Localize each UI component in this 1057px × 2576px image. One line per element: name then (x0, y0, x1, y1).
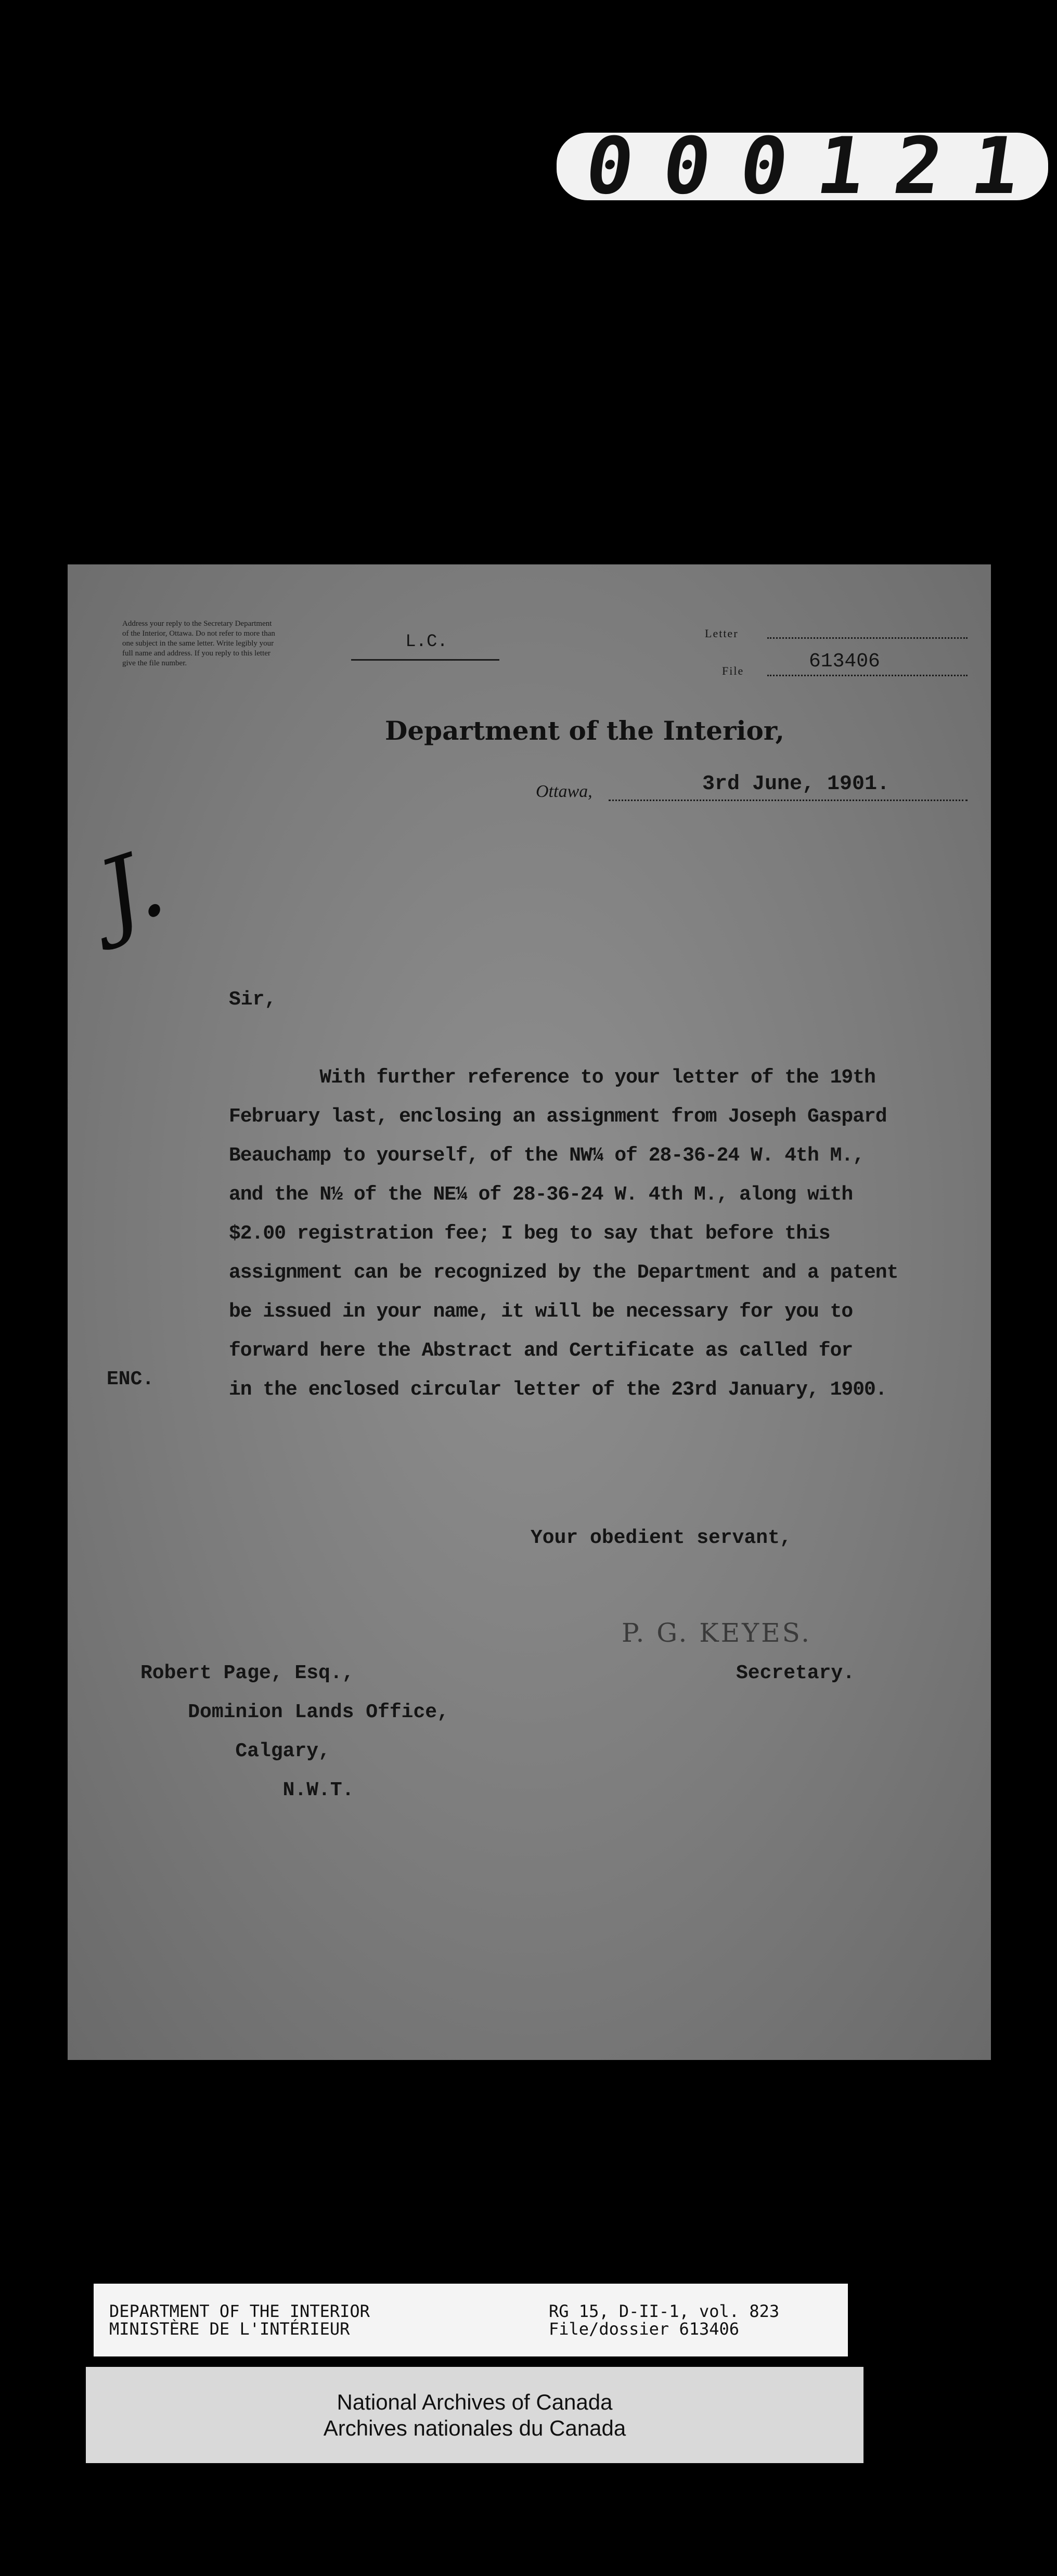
archives-name-fr: Archives nationales du Canada (323, 2415, 626, 2440)
frame-number-text: 000121 (579, 121, 1055, 212)
reference-line-1: RG 15, D-II-1, vol. 823 (549, 2301, 780, 2321)
file-label: File (722, 664, 744, 677)
place-label: Ottawa, (536, 782, 592, 801)
reference-line-2: File/dossier 613406 (549, 2319, 740, 2339)
body-line: be issued in your name, it will be necessary for you to (229, 1300, 853, 1323)
file-number: 613406 (809, 650, 880, 673)
body-line: $2.00 registration fee; I beg to say that before this (229, 1222, 830, 1245)
body-line: assignment can be recognized by the Department and a patent (229, 1261, 898, 1284)
letter-dotted-line (767, 637, 968, 639)
letter-label: Letter (705, 627, 739, 640)
body-line: forward here the Abstract and Certificate as called for (229, 1339, 853, 1362)
signature-title: Secretary. (736, 1662, 855, 1684)
frame-number-label (557, 121, 1055, 212)
letter-page (68, 564, 991, 2060)
letter-date: 3rd June, 1901. (702, 772, 890, 796)
body-line: and the N½ of the NE¼ of 28-36-24 W. 4th M., along with (229, 1183, 853, 1206)
salutation: Sir, (229, 988, 277, 1011)
archives-label (86, 2367, 863, 2463)
address-line: N.W.T. (140, 1779, 354, 1801)
archives-name-en: National Archives of Canada (337, 2389, 613, 2414)
body-line: With further reference to your letter of the 19th (229, 1066, 875, 1089)
signature-stamp: P. G. KEYES. (622, 1618, 811, 1648)
address-line: Calgary, (140, 1740, 330, 1762)
branch-reference-underline (351, 659, 499, 661)
address-line: Dominion Lands Office, (140, 1701, 449, 1723)
file-dotted-line (767, 675, 968, 676)
body-line: Beauchamp to yourself, of the NW¼ of 28-36-24 W. 4th M., (229, 1144, 865, 1167)
body-line: February last, enclosing an assignment from Joseph Gaspard (229, 1105, 887, 1128)
printed-instructions: Address your reply to the Secretary Department of the Interior, Ottawa. Do not refer to more than one subject in the same letter. Write legibly your full name and address. If you reply to this letter give the file number. (122, 620, 275, 667)
enclosure-mark: ENC. (107, 1368, 154, 1390)
department-heading: Department of the Interior, (385, 715, 784, 746)
dept-name-en: DEPARTMENT OF THE INTERIOR (109, 2301, 370, 2321)
branch-reference: L.C. (405, 632, 448, 652)
closing: Your obedient servant, (531, 1527, 792, 1549)
handwritten-initials: J. (86, 828, 177, 950)
body-line: in the enclosed circular letter of the 23rd January, 1900. (229, 1379, 887, 1401)
dept-name-fr: MINISTÈRE DE L'INTÉRIEUR (109, 2319, 350, 2339)
date-dotted-line (609, 800, 968, 801)
address-line: Robert Page, Esq., (140, 1662, 354, 1684)
archive-reference-band (94, 2284, 848, 2356)
